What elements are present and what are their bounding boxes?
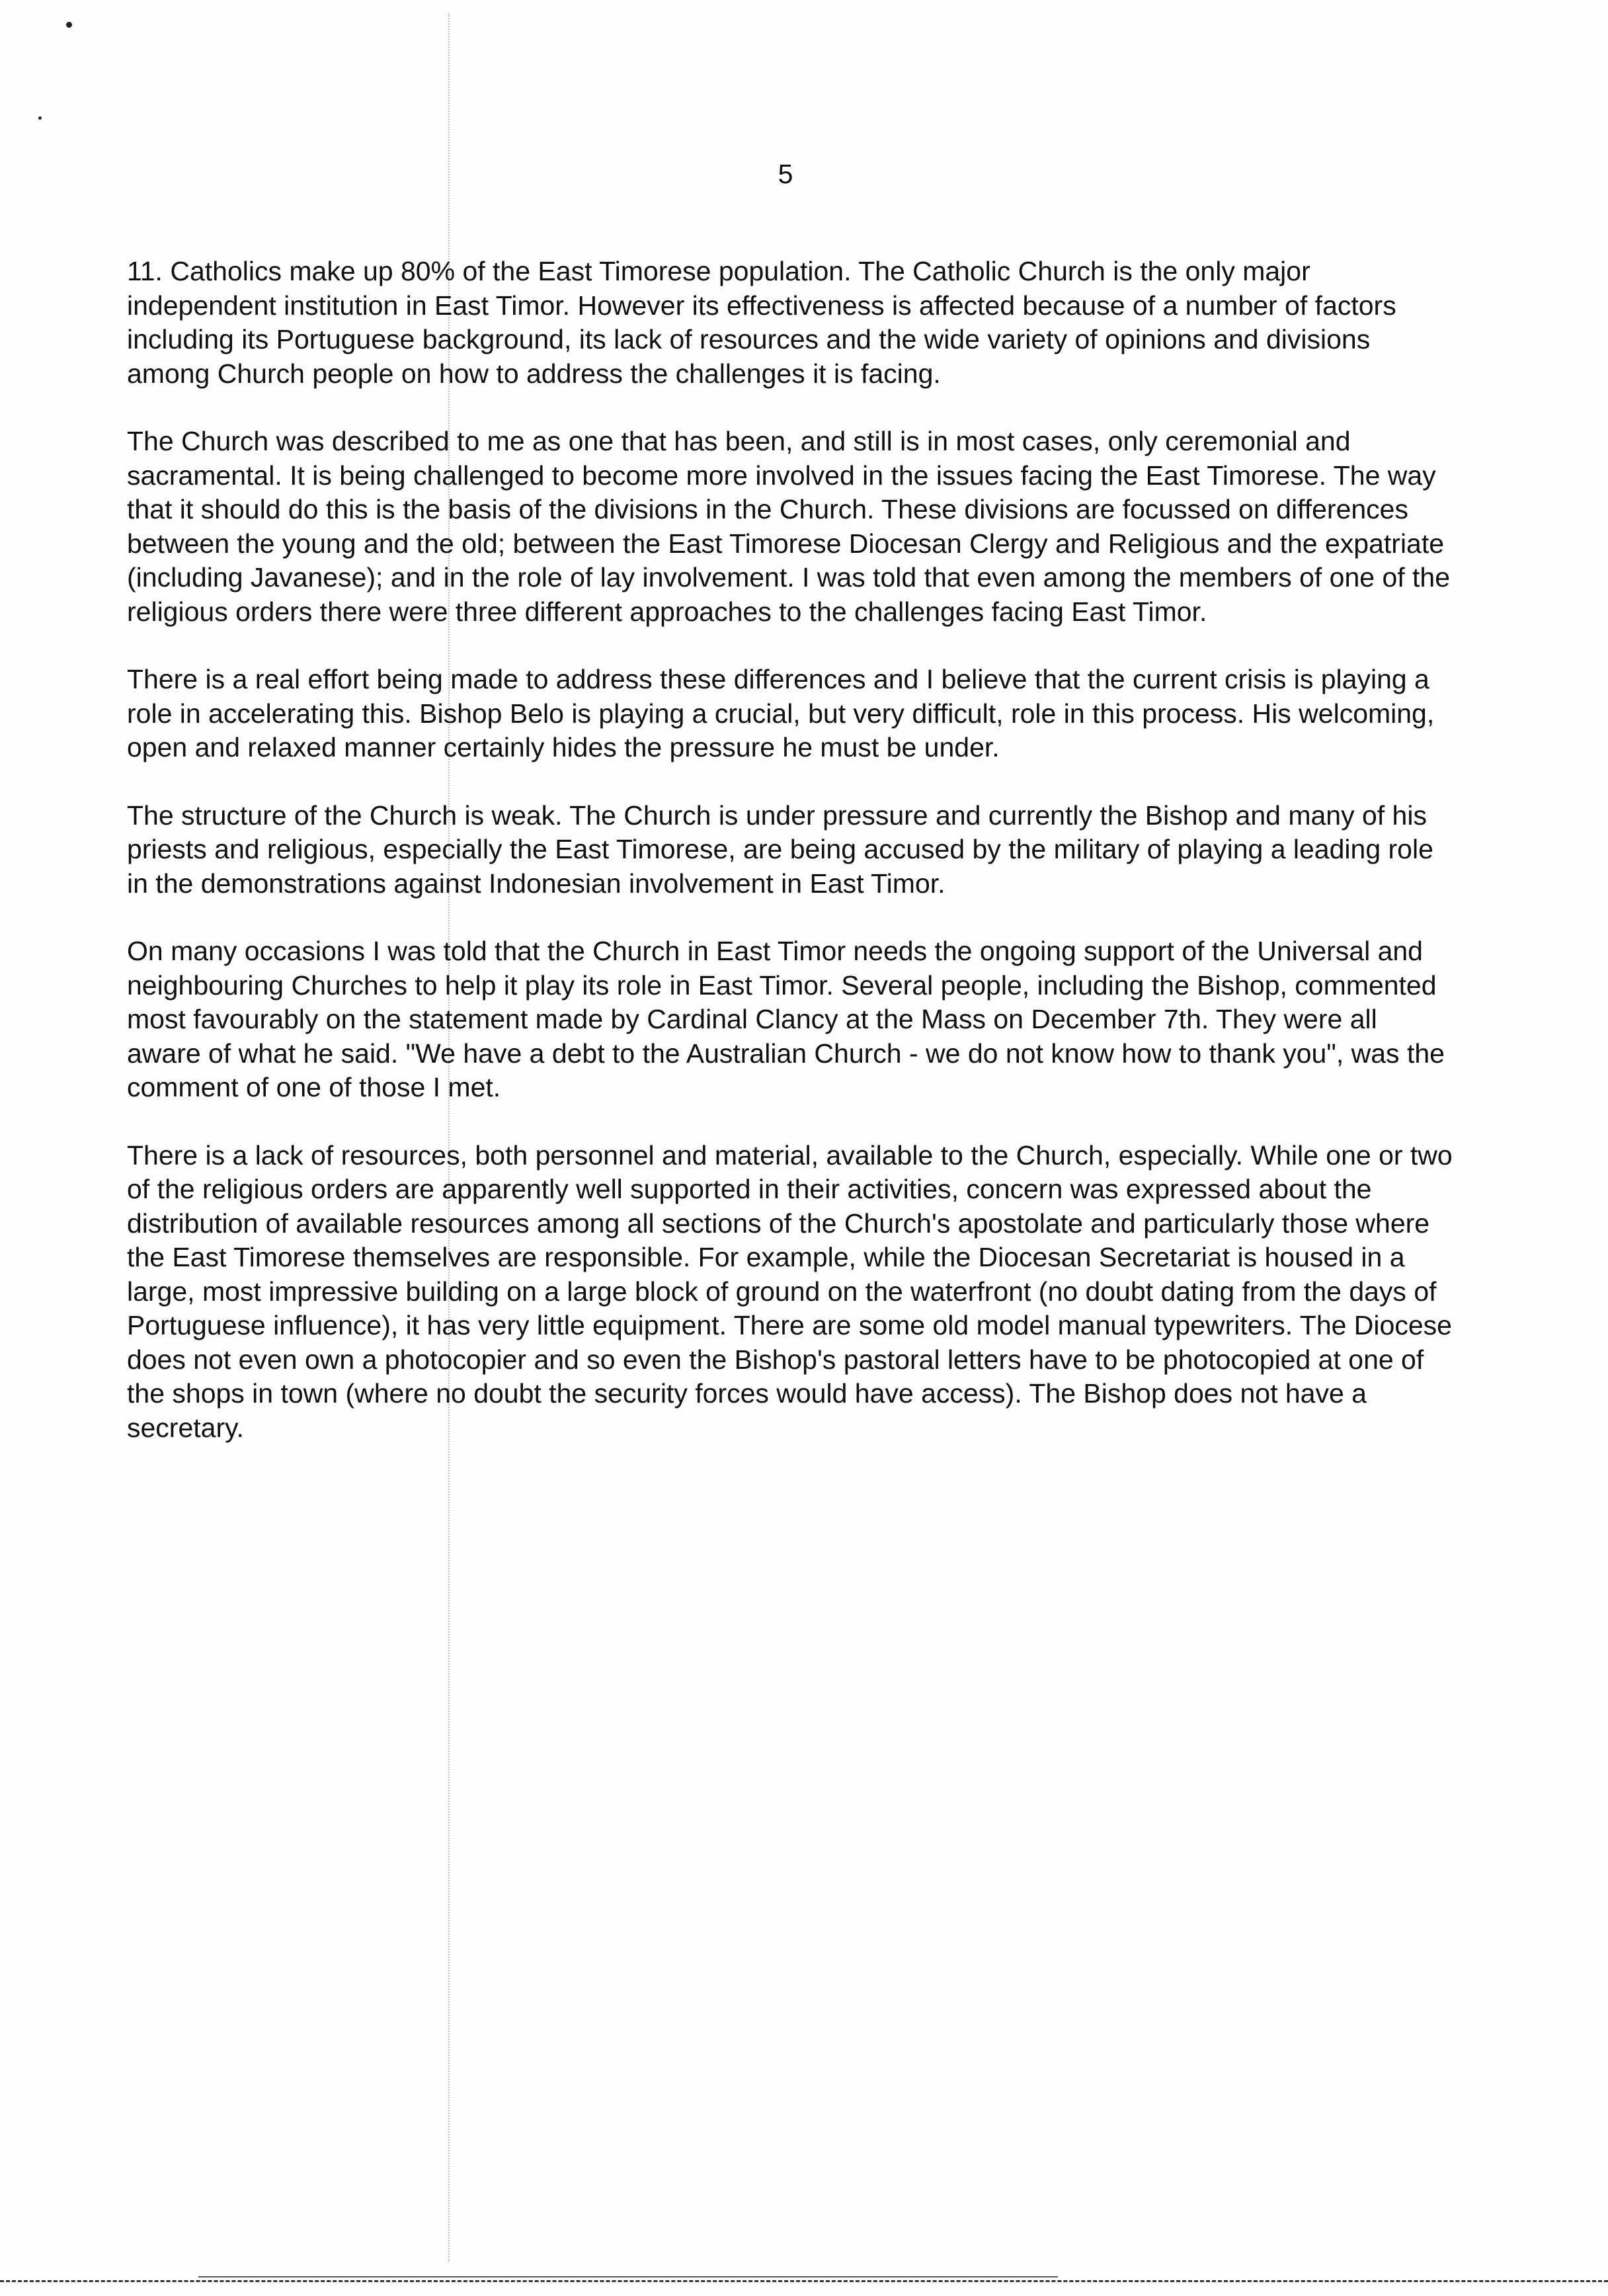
paragraph-6: There is a lack of resources, both personnel and material, available to the Church, especially. While one or two of the religious orders are apparently well supported in their activities, concern was expressed about the distribution of available resources among all sections of the Church's apostolate and particularly those where the East Timorese themselves are responsible. For example, while the Diocesan Secretariat is housed in a large, most impressive building on a large block of ground on the waterfront (no doubt dating from the days of Portuguese influence), it has very little equipment. There are some old model manual typewriters. The Diocese does not even own a photocopier and so even the Bishop's pastoral letters have to be photocopied at one of the shops in town (where no doubt the security forces would have access). The Bishop does not have a secretary. xyxy=(127,1139,1453,1443)
page-edge-dashes xyxy=(0,2280,1608,2282)
paragraph-2: The Church was described to me as one that has been, and still is in most cases, only ceremonial and sacramental. It is being challenged to become more involved in the issues facing the East Timorese. The way that it should do this is the basis of the divisions in the Church. These divisions are focussed on differences between the young and the old; between the East Timorese Diocesan Clergy and Religious and the expatriate (including Javanese); and in the role of lay involvement. I was told that even among the members of one of the religious orders there were three different approaches to the challenges facing East Timor. xyxy=(127,426,1451,627)
paragraph-4: The structure of the Church is weak. The Church is under pressure and currently the Bishop and many of his priests and religious, especially the East Timorese, are being accused by the military of playing a leading role in the demonstrations against Indonesian involvement in East Timor. xyxy=(127,800,1433,899)
body-text xyxy=(127,255,1456,1479)
page-edge-line xyxy=(198,2276,1058,2277)
scan-speck xyxy=(66,22,72,28)
paragraph-3: There is a real effort being made to address these differences and I believe that the current crisis is playing a role in accelerating this. Bishop Belo is playing a crucial, but very difficult, role in this process. His welcoming, open and relaxed manner certainly hides the pressure he must be under. xyxy=(127,664,1435,762)
scan-speck xyxy=(38,116,42,120)
page-number: 5 xyxy=(778,159,793,189)
paragraph-5: On many occasions I was told that the Church in East Timor needs the ongoing support of the Universal and neighbouring Churches to help it play its role in East Timor. Several people, including the Bishop, commented most favourably on the statement made by Cardinal Clancy at the Mass on December 7th. They were all aware of what he said. "We have a debt to the Australian Church - we do not know how to thank you", was the comment of one of those I met. xyxy=(127,936,1445,1102)
paragraph-1: 11. Catholics make up 80% of the East Timorese population. The Catholic Church is the only major independent institution in East Timor. However its effectiveness is affected because of a number of factors including its Portuguese background, its lack of resources and the wide variety of opinions and divisions among Church people on how to address the challenges it is facing. xyxy=(127,256,1396,389)
